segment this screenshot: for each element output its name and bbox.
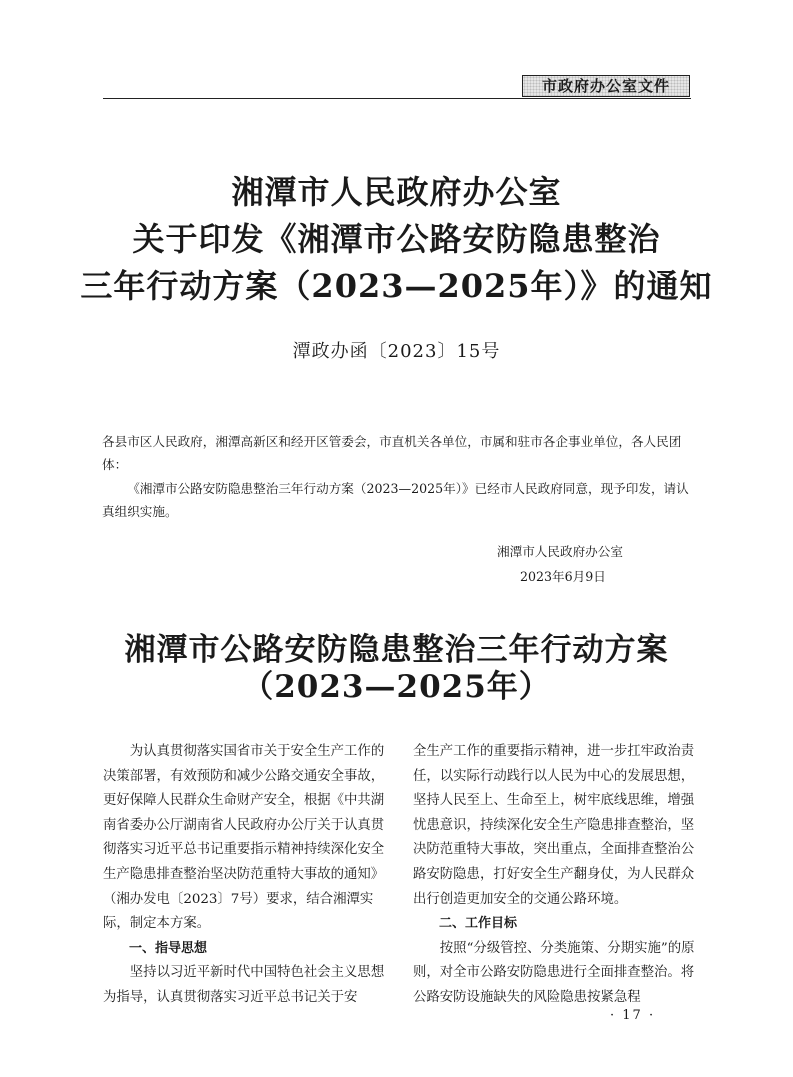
signature-org: 湘潭市人民政府办公室	[497, 544, 623, 559]
notice-title-line-2: 关于印发《湘潭市公路安防隐患整治	[132, 220, 661, 258]
right-paragraph-2: 按照“分级管控、分类施策、分期实施”的原则，对全市公路安防隐患进行全面排查整治。将公路安防设施缺失的风险隐患按紧急程	[413, 940, 695, 1005]
left-paragraph-1: 为认真贯彻落实国省市关于安全生产工作的决策部署，有效预防和减少公路交通安全事故，更好保障人民群众生命财产安全，根据《中共湖南省委办公厅湖南省人民政府办公厅关于认真贯彻落实习近平总书记重要指示精神持续深化安全生产隐患排查整治坚决防范重特大事故的通知》（湘办发电〔2023〕7号）要求，结合湘潭实际，制定本方案。	[103, 744, 385, 932]
signature-date: 2023年6月9日	[520, 569, 606, 584]
plan-title-line-2: （2023—2025年）	[242, 669, 551, 705]
notice-title-line-3: 三年行动方案（2023—2025年）》的通知	[80, 267, 713, 305]
page-number: · 17 ·	[610, 1008, 656, 1023]
notice-title-line-1: 湘潭市人民政府办公室	[231, 173, 562, 211]
left-paragraph-2: 坚持以习近平新时代中国特色社会主义思想为指导，认真贯彻落实习近平总书记关于安	[103, 965, 385, 1005]
addressee: 各县市区人民政府，湘潭高新区和经开区管委会，市直机关各单位，市属和驻市各企事业单位，各人民团体：	[102, 434, 682, 472]
header-rule	[103, 98, 691, 99]
section-heading-guiding-ideology: 一、指导思想	[129, 940, 208, 956]
section-badge: 市政府办公室文件	[522, 75, 690, 97]
plan-title-line-1: 湘潭市公路安防隐患整治三年行动方案	[124, 632, 669, 668]
section-heading-work-goals: 二、工作目标	[439, 916, 518, 932]
document-number: 潭政办函〔2023〕15号	[292, 341, 501, 362]
left-column	[103, 740, 385, 1011]
right-paragraph-1: 全生产工作的重要指示精神，进一步扛牢政治责任，以实际行动践行以人民为中心的发展思想，坚持人民至上、生命至上，树牢底线思维，增强忧患意识，持续深化安全生产隐患排查整治，坚决防范重特大事故，突出重点，全面排查整治公路安防隐患，打好安全生产翻身仗，为人民群众出行创造更加安全的交通公路环境。	[413, 744, 695, 907]
notice-body: 《湘潭市公路安防隐患整治三年行动方案（2023—2025年）》已经市人民政府同意，现予印发，请认真组织实施。	[102, 481, 689, 519]
right-column	[413, 740, 695, 1011]
